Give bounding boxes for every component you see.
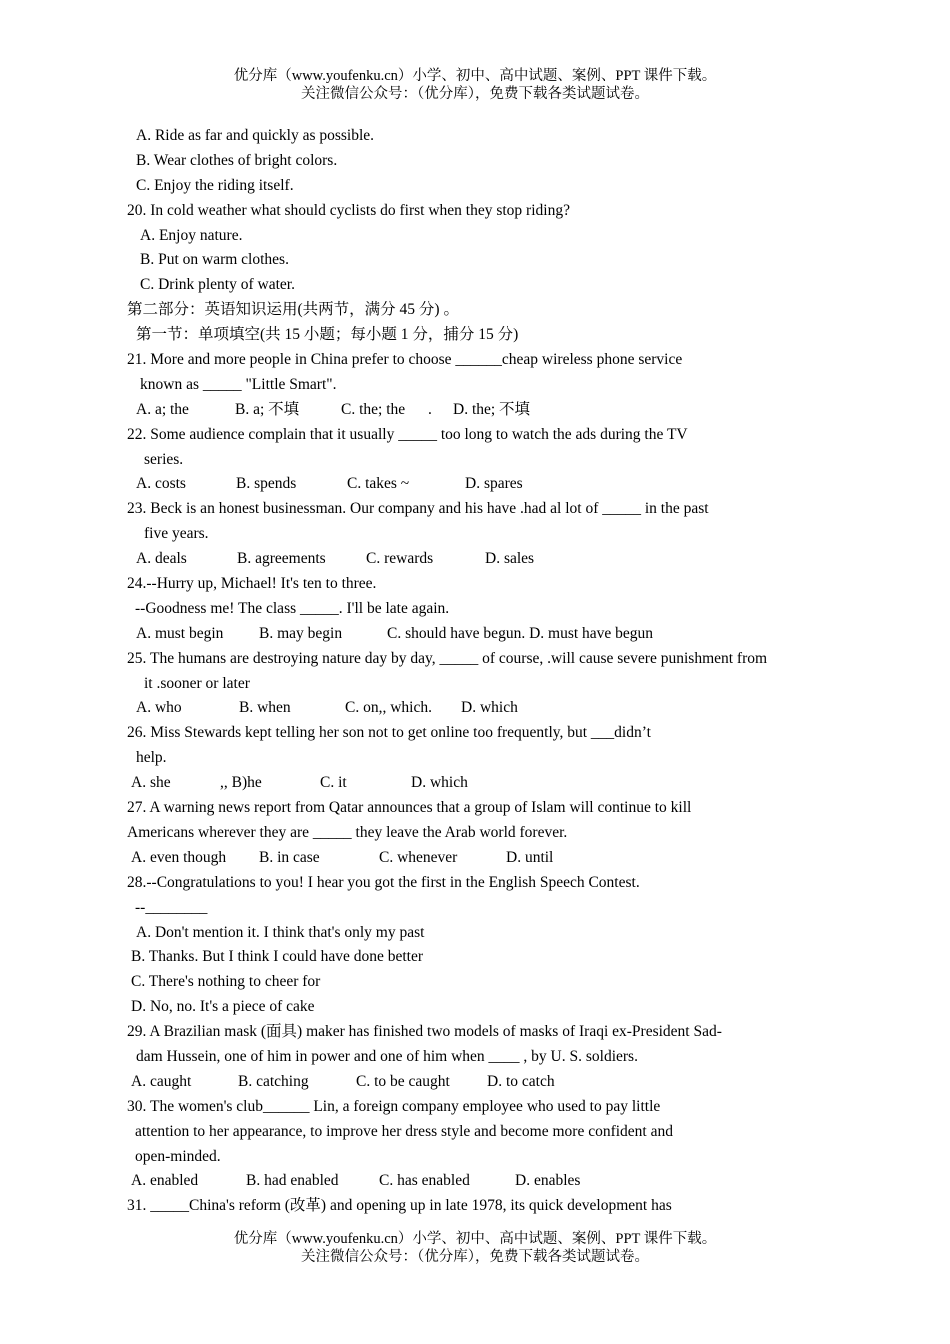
page-header xyxy=(0,67,950,103)
q28-option-b: B. Thanks. But I think I could have done better xyxy=(131,948,424,966)
q22-option-b: B. spends xyxy=(236,475,297,493)
q26-option-d: D. which xyxy=(411,774,468,792)
footer-line-1: 优分库（www.youfenku.cn）小学、初中、高中试题、案例、PPT 课件下载。 xyxy=(233,1231,717,1247)
q30-option-a: A. enabled xyxy=(131,1172,199,1190)
q20-stem: 20. In cold weather what should cyclists do first when they stop riding? xyxy=(127,201,570,219)
q27-stem-line-1: 27. A warning news report from Qatar announces that a group of Islam will continue to kill xyxy=(127,799,692,817)
q30-stem-line-3: open-minded. xyxy=(135,1147,221,1165)
q23-options xyxy=(0,547,950,572)
q25-stem-line-1: 25. The humans are destroying nature day by day, _____ of course, .will cause severe punishment from xyxy=(127,649,768,667)
q27-option-d: D. until xyxy=(506,848,554,866)
q28-stem-line-1: 28.--Congratulations to you! I hear you got the first in the English Speech Contest. xyxy=(127,873,640,891)
q23-stem-line-2: five years. xyxy=(144,525,209,543)
q29-option-d: D. to catch xyxy=(487,1072,555,1090)
q27-options xyxy=(0,846,950,871)
q25-options xyxy=(0,696,950,721)
q21-stray-dot: . xyxy=(428,400,432,418)
q19-option-c: C. Enjoy the riding itself. xyxy=(136,176,294,194)
page-footer xyxy=(0,1230,950,1266)
q24-stem-line-1: 24.--Hurry up, Michael! It's ten to three. xyxy=(127,575,377,593)
q25-option-b: B. when xyxy=(239,699,291,717)
q27-stem-line-2: Americans wherever they are _____ they leave the Arab world forever. xyxy=(127,823,568,841)
header-line-1: 优分库（www.youfenku.cn）小学、初中、高中试题、案例、PPT 课件下载。 xyxy=(233,68,717,84)
q27-option-a: A. even though xyxy=(131,848,227,866)
footer-line-2: 关注微信公众号：（优分库），免费下载各类试题试卷。 xyxy=(301,1249,649,1265)
q27-option-c: C. whenever xyxy=(379,848,458,866)
exam-content xyxy=(0,124,950,1219)
section-2-title: 第二部分：英语知识运用(共两节，满分 45 分) 。 xyxy=(127,301,459,319)
q20-option-c: C. Drink plenty of water. xyxy=(140,276,295,294)
q25-option-d: D. which xyxy=(461,699,518,717)
q30-option-d: D. enables xyxy=(515,1172,581,1190)
q26-options xyxy=(0,771,950,796)
q26-option-a: A. she xyxy=(131,774,171,792)
q22-option-d: D. spares xyxy=(465,475,523,493)
q21-stem-line-1: 21. More and more people in China prefer to choose ______cheap wireless phone service xyxy=(127,351,683,369)
q29-option-c: C. to be caught xyxy=(356,1072,450,1090)
q28-option-d: D. No, no. It's a piece of cake xyxy=(131,998,315,1016)
q23-option-d: D. sales xyxy=(485,550,535,568)
q21-option-c: C. the; the xyxy=(341,400,406,418)
q21-option-d: D. the; 不填 xyxy=(453,400,531,418)
q19-option-a: A. Ride as far and quickly as possible. xyxy=(136,127,375,144)
q25-option-a: A. who xyxy=(136,699,182,717)
q24-stem-line-2: --Goodness me! The class _____. I'll be late again. xyxy=(135,599,450,617)
q30-stem-line-2: attention to her appearance, to improve her dress style and become more confident and xyxy=(135,1122,673,1140)
q24-option-b: B. may begin xyxy=(259,624,343,642)
q26-stem-line-1: 26. Miss Stewards kept telling her son not to get online too frequently, but ___didn’t xyxy=(127,724,651,742)
q22-stem-line-1: 22. Some audience complain that it usually _____ too long to watch the ads during the TV xyxy=(127,425,688,443)
q23-option-c: C. rewards xyxy=(366,550,434,568)
q24-options xyxy=(0,622,950,647)
q25-stem-line-2: it .sooner or later xyxy=(144,674,250,692)
q22-stem-line-2: series. xyxy=(144,450,184,468)
q28-option-a: A. Don't mention it. I think that's only my past xyxy=(136,923,425,941)
q24-option-a: A. must begin xyxy=(136,624,224,642)
q21-option-a: A. a; the xyxy=(136,400,189,418)
header-line-2: 关注微信公众号：（优分库），免费下载各类试题试卷。 xyxy=(301,86,649,102)
q26-stem-line-2: help. xyxy=(136,749,167,767)
q26-option-c: C. it xyxy=(320,774,347,792)
q26-option-b: ,, B)he xyxy=(220,774,262,792)
q19-option-b: B. Wear clothes of bright colors. xyxy=(136,151,338,169)
q21-option-b: B. a; 不填 xyxy=(235,400,300,418)
q30-options xyxy=(0,1169,950,1194)
q29-option-b: B. catching xyxy=(238,1072,309,1090)
q21-options xyxy=(0,398,950,423)
q28-option-c: C. There's nothing to cheer for xyxy=(131,973,321,991)
q25-option-c: C. on,, which. xyxy=(345,699,432,717)
q27-option-b: B. in case xyxy=(259,848,320,866)
q20-option-b: B. Put on warm clothes. xyxy=(140,251,289,269)
q21-stem-line-2: known as _____ "Little Smart". xyxy=(140,375,337,393)
q23-stem-line-1: 23. Beck is an honest businessman. Our company and his have .had al lot of _____ in the past xyxy=(127,500,709,518)
q30-stem-line-1: 30. The women's club______ Lin, a foreign company employee who used to pay little xyxy=(127,1097,661,1115)
q20-option-a: A. Enjoy nature. xyxy=(140,226,243,244)
q29-options xyxy=(0,1070,950,1095)
q29-stem-line-1: 29. A Brazilian mask (面具) maker has finished two models of masks of Iraqi ex-President Sad- xyxy=(127,1023,722,1041)
section-2-part-1-title: 第一节：单项填空(共 15 小题；每小题 1 分，捕分 15 分) xyxy=(136,326,519,344)
q31-stem-line-1: 31. _____China's reform (改革) and opening up in late 1978, its quick development has xyxy=(127,1197,672,1215)
q28-stem-line-2: --________ xyxy=(135,898,208,916)
q30-option-b: B. had enabled xyxy=(246,1172,339,1190)
q22-options xyxy=(0,472,950,497)
q30-option-c: C. has enabled xyxy=(379,1172,470,1190)
q29-stem-line-2: dam Hussein, one of him in power and one of him when ____ , by U. S. soldiers. xyxy=(136,1047,638,1065)
q29-option-a: A. caught xyxy=(131,1072,192,1090)
q22-option-c: C. takes ~ xyxy=(347,475,410,493)
q22-option-a: A. costs xyxy=(136,475,186,493)
q24-option-c-d: C. should have begun. D. must have begun xyxy=(387,624,654,642)
q23-option-a: A. deals xyxy=(136,550,187,568)
q23-option-b: B. agreements xyxy=(237,550,326,568)
